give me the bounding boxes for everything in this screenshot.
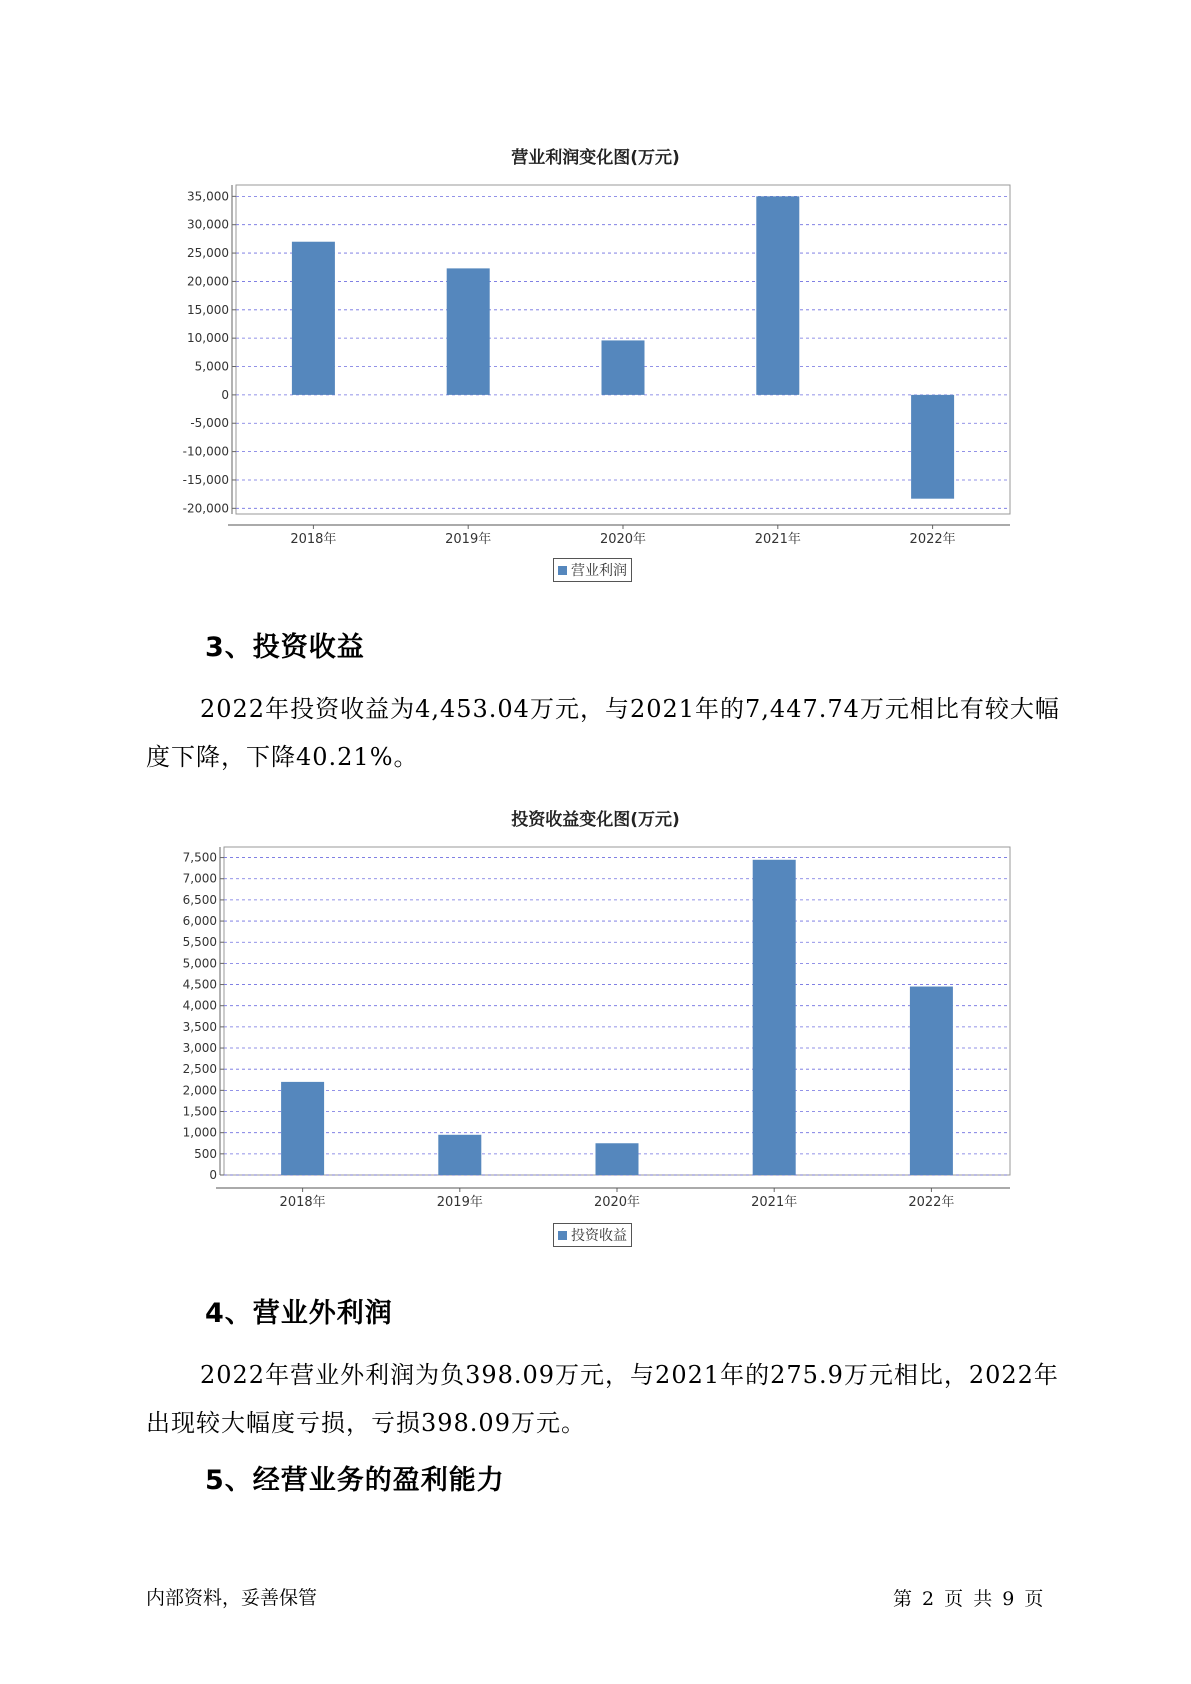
y-tick-label: 6,000 <box>182 914 217 929</box>
footer-confidential-note: 内部资料，妥善保管 <box>146 1587 318 1609</box>
x-tick-label: 2018年 <box>279 1195 326 1210</box>
bar-2019年 <box>447 268 490 394</box>
y-tick-label: 3,000 <box>182 1041 217 1056</box>
y-tick-label: 4,500 <box>182 977 217 992</box>
bar-2022年 <box>911 395 954 499</box>
y-tick-label: 5,500 <box>182 935 217 950</box>
y-tick-label: 0 <box>209 1168 217 1182</box>
y-tick-label: 1,000 <box>182 1125 217 1140</box>
y-tick-label: 500 <box>194 1146 217 1161</box>
bar-2022年 <box>910 987 953 1175</box>
section-3-paragraph: 2022年投资收益为4,453.04万元，与2021年的7,447.74万元相比有较大幅度下降，下降40.21%。 <box>146 695 1060 771</box>
y-tick-label: 7,000 <box>182 871 217 886</box>
chart-1-legend <box>553 558 632 582</box>
y-tick-label: 35,000 <box>187 189 229 204</box>
section-3-heading: 3、投资收益 <box>205 632 365 663</box>
bar-2018年 <box>281 1082 324 1175</box>
legend-swatch-icon <box>558 1231 567 1240</box>
x-tick-label: 2020年 <box>599 532 647 547</box>
y-tick-label: 10,000 <box>187 331 229 346</box>
bar-2020年 <box>602 340 645 394</box>
y-tick-label: 2,000 <box>182 1083 217 1098</box>
y-tick-label: -5,000 <box>190 416 229 431</box>
y-tick-label: 7,500 <box>182 850 217 865</box>
section-5-heading: 5、经营业务的盈利能力 <box>205 1465 505 1496</box>
y-tick-label: -20,000 <box>182 501 229 516</box>
investment-income-chart <box>0 835 1191 1215</box>
x-tick-label: 2022年 <box>909 532 956 547</box>
bar-2021年 <box>756 196 799 395</box>
x-tick-label: 2020年 <box>593 1195 641 1210</box>
bar-2020年 <box>596 1143 639 1175</box>
legend-label: 营业利润 <box>571 563 627 579</box>
chart-2-legend <box>553 1223 632 1247</box>
y-tick-label: 1,500 <box>182 1104 217 1119</box>
x-tick-label: 2019年 <box>436 1195 483 1210</box>
y-tick-label: 25,000 <box>187 246 229 261</box>
chart-2-title: 投资收益变化图(万元) <box>511 810 680 830</box>
footer-page-number: 第 2 页 共 9 页 <box>893 1588 1044 1610</box>
x-tick-label: 2022年 <box>908 1195 955 1210</box>
y-tick-label: 2,500 <box>182 1062 217 1077</box>
operating-profit-chart <box>0 170 1191 547</box>
bar-2019年 <box>438 1135 481 1175</box>
legend-label: 投资收益 <box>571 1228 627 1244</box>
y-tick-label: 3,500 <box>182 1019 217 1034</box>
y-tick-label: 5,000 <box>194 359 229 374</box>
y-tick-label: 6,500 <box>182 892 217 907</box>
legend-swatch-icon <box>558 566 567 575</box>
y-tick-label: 15,000 <box>187 302 229 317</box>
y-tick-label: 4,000 <box>182 998 217 1013</box>
x-tick-label: 2021年 <box>754 532 801 547</box>
bar-2018年 <box>292 242 335 395</box>
section-4-heading: 4、营业外利润 <box>205 1298 393 1329</box>
x-tick-label: 2018年 <box>290 532 337 547</box>
y-tick-label: 30,000 <box>187 217 229 232</box>
y-tick-label: 20,000 <box>187 274 229 289</box>
y-tick-label: -10,000 <box>182 444 229 459</box>
y-tick-label: -15,000 <box>182 472 229 487</box>
section-4-paragraph: 2022年营业外利润为负398.09万元，与2021年的275.9万元相比，2022年出现较大幅度亏损，亏损398.09万元。 <box>146 1361 1059 1437</box>
y-tick-label: 0 <box>221 387 229 402</box>
x-tick-label: 2021年 <box>751 1195 798 1210</box>
chart-1-title: 营业利润变化图(万元) <box>511 148 680 168</box>
x-tick-label: 2019年 <box>445 532 492 547</box>
plot-area <box>224 847 1010 1175</box>
bar-2021年 <box>753 860 796 1175</box>
y-tick-label: 5,000 <box>182 956 217 971</box>
